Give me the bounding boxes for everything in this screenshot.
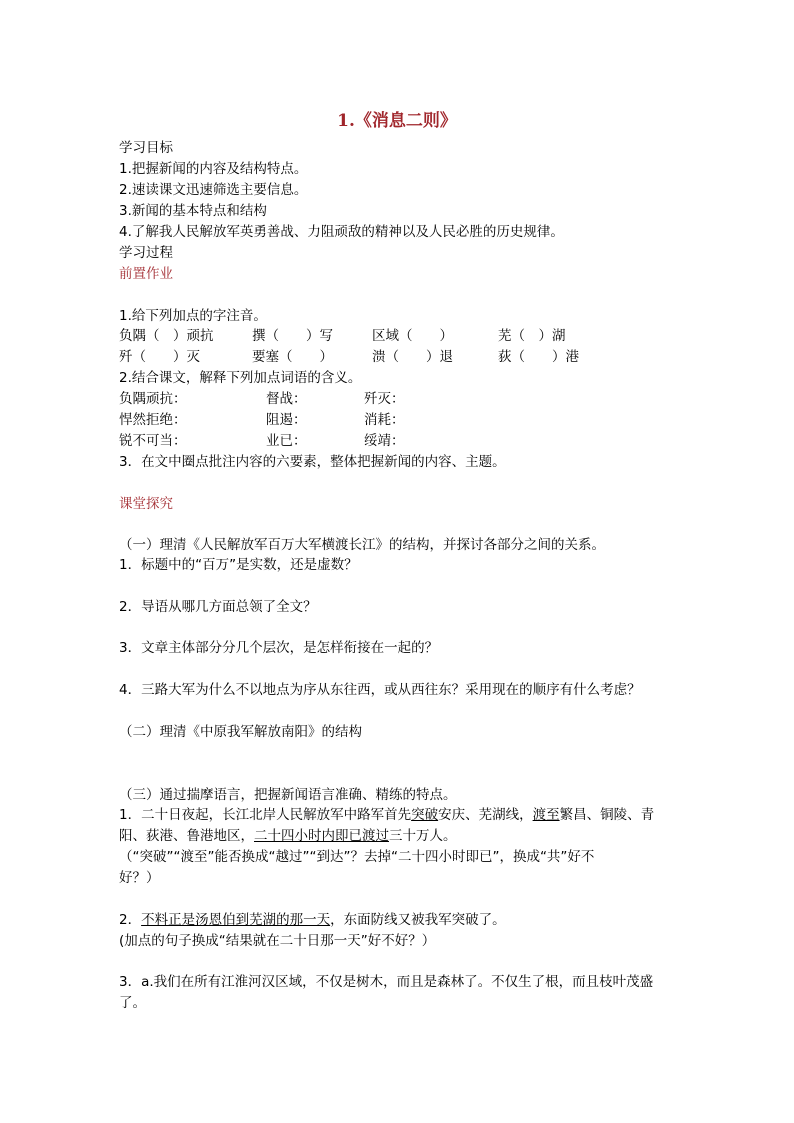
text-run: 三十万人。 <box>389 828 457 844</box>
pinyin-item: 芜（ ）湖 <box>498 328 566 344</box>
goal-item: 1.把握新闻的内容及结构特点。 <box>119 161 308 177</box>
word-item: 消耗： <box>364 412 405 428</box>
text-run: 1．二十日夜起，长江北岸人民解放军中路军首先 <box>119 807 412 823</box>
part3-q1-line2 <box>119 826 457 846</box>
pinyin-item: 撰（ ）写 <box>252 328 333 344</box>
part3-q2-note: (加点的句子换成“结果就在二十日那一天”好不好？） <box>119 933 436 949</box>
goals-heading: 学习目标 <box>119 140 173 156</box>
process-heading: 学习过程 <box>119 245 173 261</box>
text-run: 阳、荻港、鲁港地区， <box>119 828 254 844</box>
pre-homework-heading: 前置作业 <box>119 266 173 282</box>
part3-heading: （三）通过揣摩语言，把握新闻语言准确、精练的特点。 <box>119 787 457 803</box>
text-run: ，东面防线又被我军突破了。 <box>330 912 506 928</box>
word-item: 绥靖： <box>364 433 405 449</box>
text-run: 繁昌、铜陵、青 <box>559 807 655 823</box>
pinyin-item: 要塞（ ） <box>252 349 333 365</box>
part3-q3: 了。 <box>119 995 146 1011</box>
part2-heading: （二）理清《中原我军解放南阳》的结构 <box>119 724 362 740</box>
part3-q1-note: 好？） <box>119 870 160 886</box>
goal-item: 2.速读课文迅速筛选主要信息。 <box>119 182 308 198</box>
part3-q1-note: （“突破”“渡至”能否换成“越过”“到达”？去掉“二十四小时即已”，换成“共”好不 <box>119 849 595 865</box>
word-item: 锐不可当： <box>119 433 187 449</box>
goal-item: 3.新闻的基本特点和结构 <box>119 203 267 219</box>
word-item: 阻遏： <box>266 412 307 428</box>
part3-q3: 3．a.我们在所有江淮河汉区域，不仅是树木，而且是森林了。不仅生了根，而且枝叶茂盛 <box>119 974 654 990</box>
pinyin-item: 负隅（ ）顽抗 <box>119 328 214 344</box>
word-item: 负隅顽抗： <box>119 391 187 407</box>
pinyin-item: 区域（ ） <box>372 328 453 344</box>
part1-question: 4．三路大军为什么不以地点为序从东往西，或从西往东？采用现在的顺序有什么考虑？ <box>119 682 641 698</box>
goal-item: 4.了解我人民解放军英勇善战、力阻顽敌的精神以及人民必胜的历史规律。 <box>119 224 564 240</box>
underlined-phrase: 突破 <box>411 807 439 823</box>
pinyin-item: 溃（ ）退 <box>372 349 453 365</box>
pinyin-item: 荻（ ）港 <box>498 349 579 365</box>
part1-heading: （一）理清《人民解放军百万大军横渡长江》的结构，并探讨各部分之间的关系。 <box>119 537 605 553</box>
page-title: 1.《消息二则》 <box>337 111 457 131</box>
text-run: 安庆、芜湖线， <box>438 807 533 823</box>
underlined-phrase: 不料正是汤恩伯到芜湖的那一天 <box>141 912 331 928</box>
text-run: 2． <box>119 912 142 928</box>
word-item: 歼灭： <box>364 391 405 407</box>
part3-q1-line1 <box>119 805 654 825</box>
word-item: 悍然拒绝： <box>119 412 187 428</box>
part1-question: 2．导语从哪几方面总领了全文？ <box>119 599 317 615</box>
pinyin-item: 歼（ ）灭 <box>119 349 200 365</box>
part3-q2 <box>119 910 506 930</box>
underlined-phrase: 二十四小时内即已渡过 <box>254 828 389 844</box>
part1-question: 3．文章主体部分分几个层次，是怎样衔接在一起的？ <box>119 640 439 656</box>
pre-question-3: 3．在文中圈点批注内容的六要素，整体把握新闻的内容、主题。 <box>119 454 506 470</box>
part1-question: 1．标题中的“百万”是实数，还是虚数？ <box>119 557 358 573</box>
pre-question-1: 1.给下列加点的字注音。 <box>119 308 267 324</box>
class-inquiry-heading: 课堂探究 <box>119 496 173 512</box>
pre-question-2: 2.结合课文，解释下列加点词语的含义。 <box>119 370 362 386</box>
word-item: 业已： <box>266 433 307 449</box>
word-item: 督战： <box>266 391 307 407</box>
underlined-phrase: 渡至 <box>532 807 560 823</box>
